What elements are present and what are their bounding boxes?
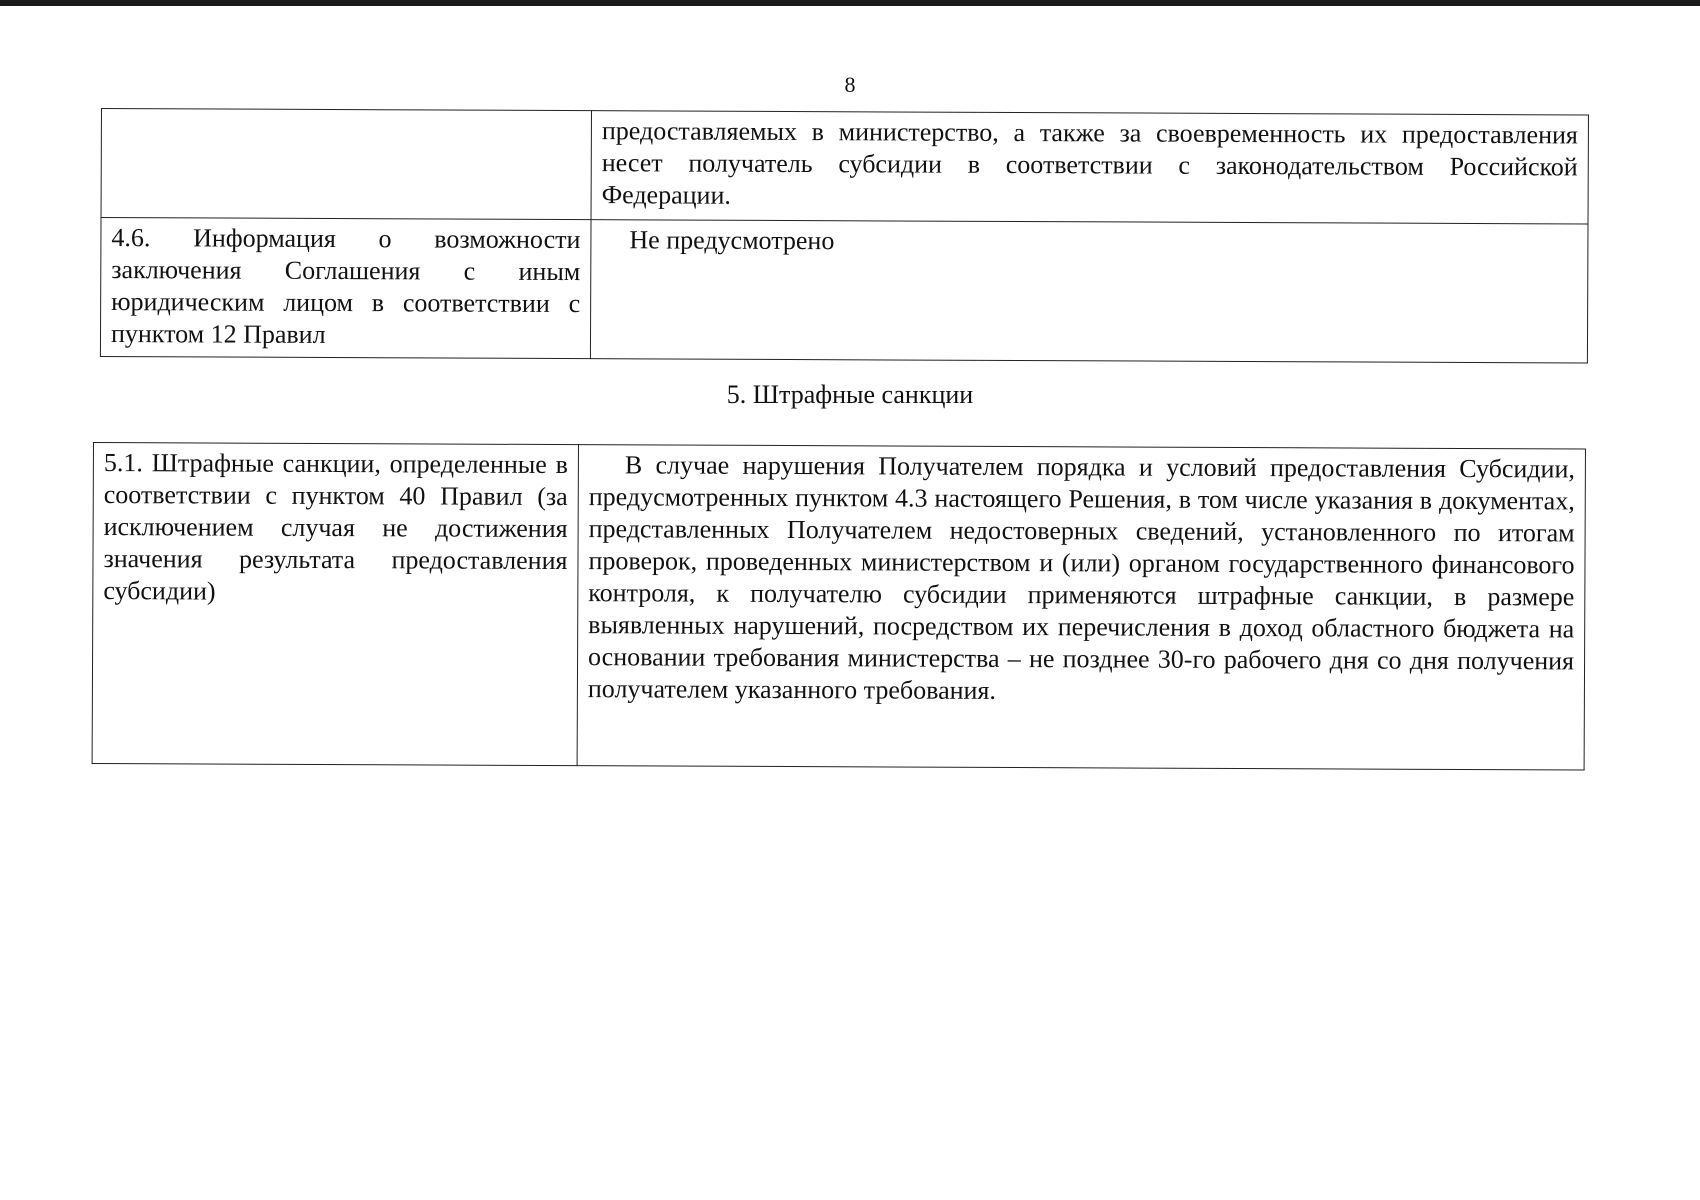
- penalties-table: [92, 442, 1586, 771]
- table-row: [101, 109, 1588, 224]
- table-row: [92, 443, 1585, 771]
- row-value-cell: В случае нарушения Получателем порядка и условий предоставления Субсидии, предусмотренных пунктом 4.3 настоящего Решения, в том числе указания в документах, представленных Получателем недостоверных сведений, установленного по итогам проверок, проведенных министерством и (или) органом государственного финансового контроля, к получателю субсидии применяются штрафные санкции, в размере выявленных нарушений, посредством их перечисления в доход областного бюджета на основании требования министерства – не позднее 30-го рабочего дня со дня получения получателем указанного требования.: [577, 445, 1585, 770]
- table-row: [100, 218, 1588, 363]
- row-label-cell: [101, 109, 591, 220]
- row-value-cell: предоставляемых в министерство, а также за своевременность их предоставления несет получатель субсидии в соответствии с законодательством Российской Федерации.: [591, 111, 1588, 224]
- scan-border: [0, 0, 1700, 6]
- row-label-cell: 4.6. Информация о возможности заключения Соглашения с иным юридическим лицом в соответствии с пунктом 12 Правил: [100, 218, 591, 359]
- row-value-cell: Не предусмотрено: [590, 220, 1588, 363]
- section-heading: 5. Штрафные санкции: [726, 380, 974, 409]
- conditions-table-continued: [100, 108, 1589, 363]
- row-label-cell: 5.1. Штрафные санкции, определенные в соответствии с пунктом 40 Правил (за исключением случая не достижения значения результата предоставления субсидии): [92, 443, 578, 766]
- page-number: 8: [844, 72, 856, 97]
